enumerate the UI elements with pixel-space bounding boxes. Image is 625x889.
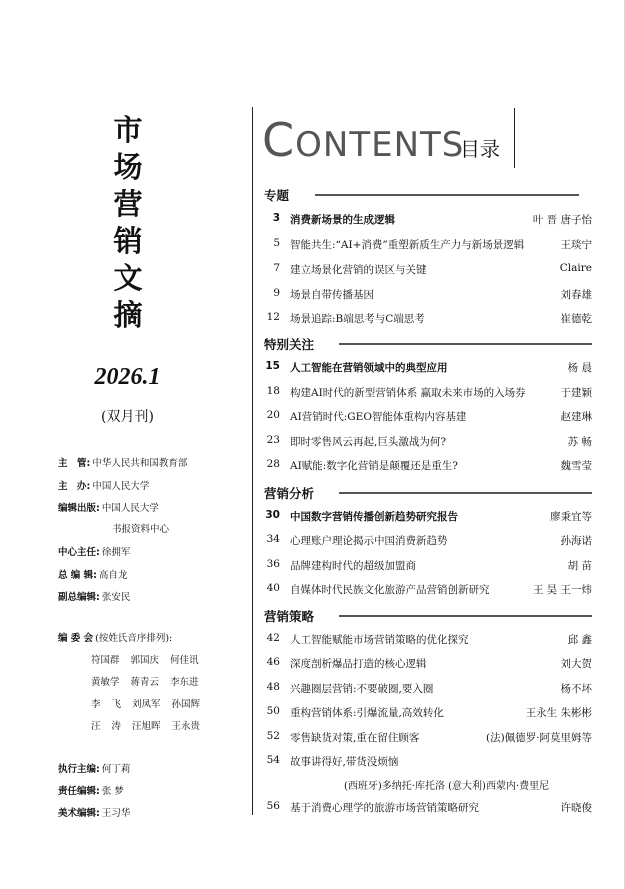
column-divider bbox=[252, 107, 253, 815]
issue-frequency: (双月刊) bbox=[101, 409, 154, 425]
toc-author: 杨 晨 bbox=[567, 362, 592, 374]
committee-names-row: 黄敏学 蒋青云 李东进 bbox=[91, 677, 199, 688]
toc-page: 46 bbox=[266, 656, 280, 668]
toc-title: 重构营销体系:引爆流量,高效转化 bbox=[290, 707, 444, 719]
section-title: 营销策略 bbox=[264, 609, 315, 624]
toc-page: 18 bbox=[266, 385, 280, 397]
toc-page: 20 bbox=[266, 409, 280, 421]
toc-entry[interactable] bbox=[260, 800, 592, 816]
toc-entry[interactable] bbox=[260, 681, 592, 697]
toc-author: 刘大贺 bbox=[560, 658, 592, 670]
toc-title: 基于消费心理学的旅游市场营销策略研究 bbox=[290, 802, 479, 814]
credit-value: 高自龙 bbox=[98, 570, 128, 581]
credit-value: 中国人民大学 bbox=[101, 503, 159, 514]
toc-entry[interactable] bbox=[260, 360, 592, 376]
toc-page: 7 bbox=[273, 262, 280, 274]
toc-entry[interactable] bbox=[260, 509, 592, 525]
header-divider bbox=[514, 108, 515, 168]
toc-title: 品牌建构时代的超级加盟商 bbox=[290, 560, 416, 572]
toc-page: 36 bbox=[266, 558, 280, 570]
journal-title bbox=[110, 112, 146, 334]
toc-author: 魏雪莹 bbox=[560, 460, 592, 472]
credit-value: 何丁莉 bbox=[101, 764, 131, 775]
toc-author: (法)佩德罗·阿莫里姆等 bbox=[485, 732, 592, 744]
credit-deputy-chief bbox=[58, 589, 130, 603]
toc-entry[interactable] bbox=[260, 656, 592, 672]
credit-label: 主 管: bbox=[58, 458, 91, 469]
section-title: 营销分析 bbox=[264, 486, 315, 501]
toc-title: 消费新场景的生成逻辑 bbox=[290, 214, 395, 226]
issue-number: 2026.1 bbox=[94, 364, 161, 390]
committee-names-row: 汪 涛 汪旭晖 王永贵 bbox=[91, 721, 201, 732]
toc-entry[interactable] bbox=[260, 582, 592, 598]
toc-title: 即时零售风云再起,巨头激战为何? bbox=[290, 436, 446, 448]
toc-entry[interactable] bbox=[260, 237, 592, 253]
toc-entry[interactable] bbox=[260, 262, 592, 278]
credit-label: 总 编 辑: bbox=[58, 570, 97, 581]
toc-title: 建立场景化营销的误区与关键 bbox=[290, 264, 427, 276]
section-rule bbox=[315, 194, 579, 196]
toc-author: 胡 苗 bbox=[567, 560, 592, 572]
toc-page: 15 bbox=[265, 360, 280, 372]
credit-value: 中国人民大学 bbox=[92, 481, 150, 492]
toc-title: 零售缺货对策,重在留住顾客 bbox=[290, 732, 420, 744]
toc-author: 廖秉宜等 bbox=[550, 511, 592, 523]
toc-author: 杨不坏 bbox=[560, 683, 592, 695]
credit-label: 编辑出版: bbox=[58, 503, 100, 514]
toc-title: 故事讲得好,带货没烦恼 bbox=[290, 756, 399, 768]
toc-entry[interactable] bbox=[260, 409, 592, 425]
toc-entry[interactable] bbox=[260, 705, 592, 721]
toc-entry[interactable] bbox=[260, 632, 592, 648]
toc-title: 场景自带传播基因 bbox=[290, 289, 374, 301]
section-title: 专题 bbox=[264, 188, 290, 203]
toc-page: 5 bbox=[273, 237, 280, 249]
toc-page: 50 bbox=[266, 705, 280, 717]
toc-author: 叶 晋 唐子怡 bbox=[532, 214, 592, 226]
committee-note: (按姓氏音序排列): bbox=[95, 633, 173, 644]
toc-entry[interactable] bbox=[260, 533, 592, 549]
toc-title: 场景追踪:B端思考与C端思考 bbox=[290, 313, 425, 325]
toc-title: 深度剖析爆品打造的核心逻辑 bbox=[290, 658, 427, 670]
toc-author: 王琰宁 bbox=[560, 239, 592, 251]
toc-author: 苏 畅 bbox=[567, 436, 592, 448]
toc-author: 赵建琳 bbox=[560, 411, 592, 423]
credit-art-editor bbox=[58, 805, 130, 819]
toc-author: 王 昊 王一炜 bbox=[532, 584, 592, 596]
credit-sponsor bbox=[58, 455, 187, 469]
credit-exec-editor bbox=[58, 761, 130, 775]
credit-responsible-editor bbox=[58, 783, 124, 797]
toc-page: 9 bbox=[273, 287, 280, 299]
journal-title-char: 销 bbox=[113, 224, 143, 258]
toc-page: 23 bbox=[266, 434, 280, 446]
toc-title: 构建AI时代的新型营销体系 赢取未来市场的入场券 bbox=[290, 387, 526, 399]
credit-value: 张 梦 bbox=[101, 786, 124, 797]
toc-author: 孙海诺 bbox=[560, 535, 592, 547]
toc-page: 56 bbox=[266, 800, 280, 812]
credit-committee bbox=[58, 630, 172, 644]
toc-title: 人工智能在营销领域中的典型应用 bbox=[290, 362, 448, 374]
section-rule bbox=[339, 615, 592, 617]
credit-label: 责任编辑: bbox=[58, 786, 100, 797]
toc-entry[interactable] bbox=[260, 558, 592, 574]
toc-title: 智能共生:“AI+消费”重塑新质生产力与新场景逻辑 bbox=[290, 239, 525, 251]
credit-chief-editor bbox=[58, 567, 127, 581]
credit-label: 中心主任: bbox=[58, 547, 100, 558]
toc-author: 邱 鑫 bbox=[567, 634, 592, 646]
journal-title-char: 营 bbox=[113, 187, 143, 221]
journal-title-char: 摘 bbox=[113, 298, 143, 332]
committee-names-row: 李 飞 刘凤军 孙国辉 bbox=[91, 699, 201, 710]
section-rule bbox=[339, 492, 592, 494]
toc-title: 中国数字营销传播创新趋势研究报告 bbox=[290, 511, 458, 523]
toc-title: 自媒体时代民族文化旅游产品营销创新研究 bbox=[290, 584, 490, 596]
contents-initial: C bbox=[262, 113, 296, 167]
toc-entry[interactable] bbox=[260, 311, 592, 327]
journal-title-char: 文 bbox=[113, 261, 143, 295]
toc-entry[interactable] bbox=[260, 458, 592, 474]
toc-title: 兴趣圈层营销:不要破圈,要入圈 bbox=[290, 683, 434, 695]
toc-author: 王永生 朱彬彬 bbox=[525, 707, 592, 719]
credit-organizer bbox=[58, 478, 149, 492]
toc-page: 34 bbox=[266, 533, 280, 545]
committee-names-row: 符国群 郭国庆 何佳讯 bbox=[91, 655, 199, 666]
credit-value: 张安民 bbox=[101, 592, 131, 603]
toc-page: 52 bbox=[266, 730, 280, 742]
toc-author: 刘春雄 bbox=[560, 289, 592, 301]
toc-entry[interactable] bbox=[260, 212, 592, 228]
toc-entry[interactable] bbox=[260, 754, 592, 770]
credit-label: 美术编辑: bbox=[58, 808, 100, 819]
credit-value: 中华人民共和国教育部 bbox=[92, 458, 188, 469]
toc-author: 崔德乾 bbox=[560, 313, 592, 325]
credit-label: 副总编辑: bbox=[58, 592, 100, 603]
toc-title: 人工智能赋能市场营销策略的优化探究 bbox=[290, 634, 469, 646]
toc-title: AI赋能:数字化营销是颠覆还是重生? bbox=[290, 460, 458, 472]
toc-author: 许晓俊 bbox=[560, 802, 592, 814]
toc-author-continued: (西班牙)多纳托·库托洛 (意大利)西蒙内·费里尼 bbox=[344, 781, 550, 792]
section-rule bbox=[339, 343, 592, 345]
toc-entry[interactable] bbox=[260, 287, 592, 303]
toc-title: 心理账户理论揭示中国消费新趋势 bbox=[290, 535, 448, 547]
toc-entry[interactable] bbox=[260, 434, 592, 450]
toc-page: 12 bbox=[266, 311, 280, 323]
credit-label: 编 委 会 bbox=[58, 633, 94, 644]
toc-title: AI营销时代:GEO智能体重构内容基建 bbox=[290, 411, 467, 423]
toc-author: 于建颖 bbox=[560, 387, 592, 399]
journal-title-char: 场 bbox=[113, 150, 143, 184]
section-title: 特别关注 bbox=[264, 337, 315, 352]
contents-heading-cn: 目录 bbox=[460, 137, 500, 161]
toc-page: 40 bbox=[266, 582, 280, 594]
toc-page: 3 bbox=[272, 212, 280, 224]
toc-entry[interactable] bbox=[260, 730, 592, 746]
journal-title-char: 市 bbox=[113, 113, 143, 147]
credit-label: 执行主编: bbox=[58, 764, 100, 775]
contents-heading bbox=[262, 113, 464, 167]
credit-value: 徐拥军 bbox=[101, 547, 131, 558]
toc-page: 28 bbox=[266, 458, 280, 470]
credit-publisher bbox=[58, 500, 159, 514]
toc-page: 30 bbox=[265, 509, 280, 521]
contents-rest: ONTENTS bbox=[295, 125, 465, 165]
toc-page: 54 bbox=[266, 754, 280, 766]
toc-entry[interactable] bbox=[260, 385, 592, 401]
toc-page: 48 bbox=[266, 681, 280, 693]
toc-page: 42 bbox=[266, 632, 280, 644]
credit-label: 主 办: bbox=[58, 481, 91, 492]
credit-center-director bbox=[58, 544, 130, 558]
credit-value: 王习华 bbox=[101, 808, 131, 819]
credit-publisher-line2: 书报资料中心 bbox=[112, 524, 170, 535]
toc-author: Claire bbox=[559, 262, 592, 274]
